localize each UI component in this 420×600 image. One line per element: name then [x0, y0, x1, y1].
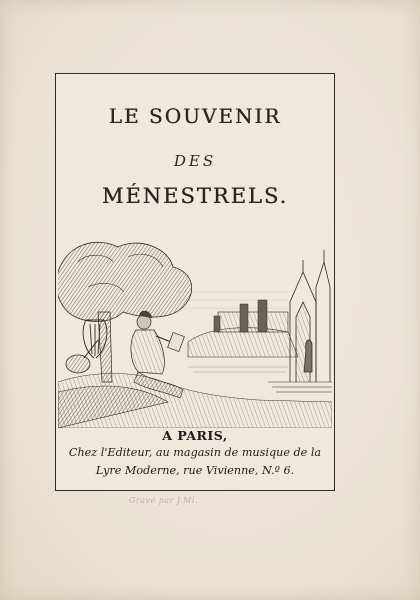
- title-line-1: LE SOUVENIR: [108, 104, 282, 128]
- engraved-plate: [55, 73, 335, 491]
- title-line-3: MÉNESTRELS.: [101, 184, 289, 208]
- imprint-line-1: Chez l'Editeur, au magasin de musique de la: [68, 446, 322, 459]
- engraved-vignette: [58, 232, 332, 428]
- pencil-note: Gravé par J.Ml.: [129, 496, 198, 505]
- imprint-line-2: Lyre Moderne, rue Vivienne, N.º 6.: [95, 464, 295, 477]
- chapel-icon: [290, 250, 330, 382]
- castle-icon: [188, 300, 298, 357]
- lute-icon: [66, 340, 98, 373]
- imprint-city: A PARIS,: [162, 428, 228, 443]
- title-line-2: DES: [173, 152, 217, 170]
